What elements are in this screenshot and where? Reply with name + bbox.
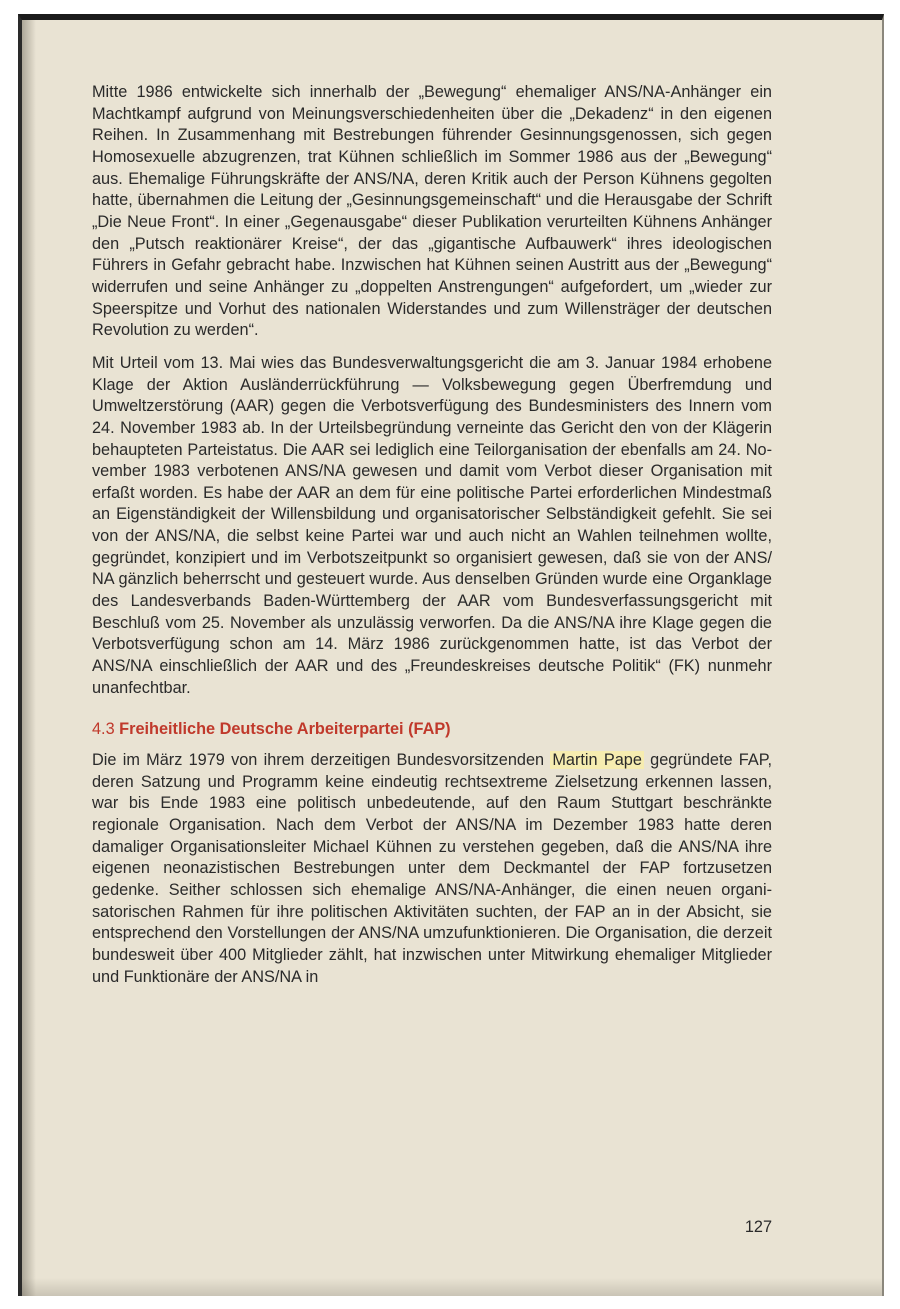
page-binding-shadow	[22, 20, 36, 1296]
paragraph-bewegung-machtkampf: Mitte 1986 entwickelte sich innerhalb der „Bewegung“ ehemaliger ANS/NA-Anhänger ein Machtkampf aufgrund von Meinungsverschiedenheiten über die „Dekadenz“ in den eigenen Reihen. In Zusammenhang mit Bestrebungen führender Gesinnungsgenossen, sich gegen Homosexuelle abzugrenzen, trat Kühnen schließlich im Sommer 1986 aus der „Bewegung“ aus. Ehemalige Führungskräfte der ANS/NA, deren Kritik auch der Person Kühnens gegolten hatte, übernahmen die Leitung der „Gesinnungsgemeinschaft“ und die Herausgabe der Schrift „Die Neue Front“. In einer „Gegenausgabe“ dieser Publikation verurteilten Kühnens Anhänger den „Putsch reaktionärer Kreise“, der das „gigantische Aufbauwerk“ ihres ideologischen Führers in Gefahr gebracht habe. Inzwischen hat Kühnen seinen Austritt aus der „Bewegung“ widerrufen und seine Anhänger zu „doppelten Anstrengungen“ aufgefordert, um „wieder zur Speerspitze und Vorhut des nationalen Widerstandes und zum Willensträger der deutschen Revolution zu werden“.	[92, 83, 772, 340]
highlighted-name: Martin Pape	[552, 751, 642, 770]
section-heading	[92, 719, 772, 741]
paragraph-aar-urteil: Mit Urteil vom 13. Mai wies das Bundesverwaltungsgericht die am 3. Januar 1984 erhobene Klage der Aktion Ausländerrückführung — Volksbewegung gegen Überfremdung und Umweltzerstörung (AAR) gegen die Verbotsverfügung des Bundesministers des Innern vom 24. November 1983 ab. In der Urteilsbegründung verneinte das Gericht den von der Klägerin behaupteten Parteistatus. Die AAR sei lediglich eine Teilorganisation der ebenfalls am 24. November 1983 verbotenen ANS/NA gewesen und damit vom Verbot dieser Organisation mit erfaßt worden. Es habe der AAR an dem für eine politische Partei erforderlichen Mindestmaß an Eigenständigkeit der Willensbildung und organisatorischer Selbständigkeit gefehlt. Sie sei von der ANS/NA, die selbst keine Partei war und auch nicht an Wahlen teilnehmen wollte, gegründet, konzipiert und im Verbotszeitpunkt so organisiert gewesen, daß sie von der ANS/ NA gänzlich beherrscht und gesteuert wurde. Aus denselben Gründen wurde eine Organklage des Landesverbands Baden-Württemberg der AAR vom Bundesverfassungsgericht mit Beschluß vom 25. November als unzulässig verworfen. Da die ANS/NA ihre Klage gegen die Verbotsverfügung schon am 14. März 1986 zurückgenommen hatte, ist das Verbot der ANS/NA einschließlich der AAR und des „Freundeskreises deutsche Politik“ (FK) nunmehr unanfechtbar.	[92, 353, 772, 697]
section-number: 4.3	[92, 720, 115, 739]
page-number: 127	[744, 1218, 772, 1236]
fap-text-rest: gegründete FAP, deren Satzung und Programm keine eindeutig rechtsextreme Zielsetzung erkennen lassen, war bis Ende 1983 eine politisch unbedeutende, auf den Raum Stuttgart beschränkte regionale Organisation. Nach dem Verbot der ANS/NA im Dezember 1983 hatte deren damaliger Organisationsleiter Michael Kühnen zu verstehen gegeben, daß die ANS/NA ihre eigenen neonazistischen Bestrebungen unter dem Deckmantel der FAP fortzusetzen gedenke. Seither schlossen sich ehemalige ANS/NA-Anhänger, die einen neuen organisatorischen Rahmen für ihre politischen Aktivitäten suchten, der FAP an in der Absicht, sie entsprechend den Vorstellungen der ANS/NA umzufunktionieren. Die Organisation, die derzeit bundesweit über 400 Mitglieder zählt, hat inzwischen unter Mitwirkung ehemaliger Mitglieder und Funktionäre der ANS/NA in	[92, 751, 772, 986]
text-column	[92, 82, 772, 999]
paragraph-fap	[92, 750, 772, 988]
section-title: Freiheitliche Deutsche Arbeiterpartei (FAP)	[119, 720, 451, 739]
page-bottom-shadow	[22, 1278, 882, 1296]
fap-text-start: Die im März 1979 von ihrem derzeitigen Bundesvorsitzenden	[92, 751, 551, 770]
